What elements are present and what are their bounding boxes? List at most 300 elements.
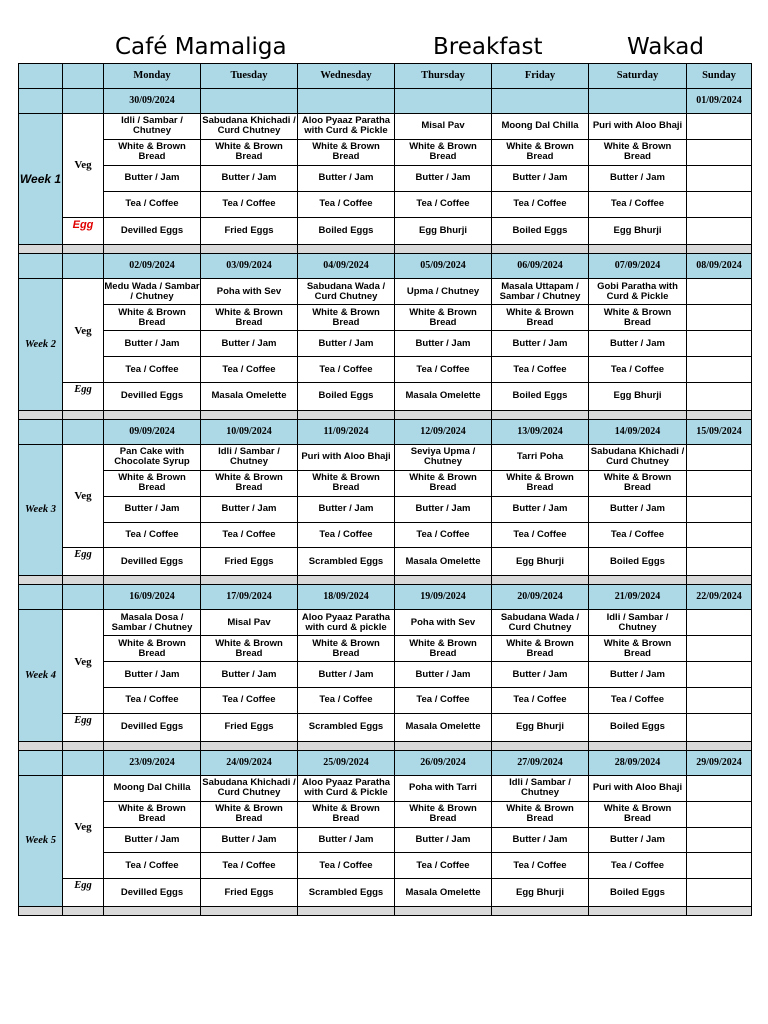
- menu-item-cell: Masala Omelette: [395, 548, 492, 576]
- menu-row: [19, 444, 752, 470]
- menu-item-cell: Butter / Jam: [395, 165, 492, 191]
- egg-label: Egg: [63, 548, 104, 576]
- menu-item-cell: Scrambled Eggs: [298, 713, 395, 741]
- week-separator: [19, 245, 752, 254]
- date-row-week-cell: [19, 585, 63, 610]
- date-cell: 06/09/2024: [492, 254, 589, 279]
- menu-row: [19, 636, 752, 662]
- menu-item-cell: Egg Bhurji: [589, 383, 687, 411]
- menu-item-cell: Butter / Jam: [201, 827, 298, 853]
- menu-item-cell: Butter / Jam: [104, 496, 201, 522]
- menu-item-cell: Idli / Sambar / Chutney: [492, 775, 589, 801]
- date-row-category-cell: [63, 585, 104, 610]
- menu-item-cell: Idli / Sambar / Chutney: [589, 610, 687, 636]
- menu-item-cell: Butter / Jam: [201, 496, 298, 522]
- menu-item-cell: White & Brown Bread: [201, 139, 298, 165]
- day-header-row: [19, 64, 752, 89]
- menu-row: [19, 610, 752, 636]
- menu-item-cell: White & Brown Bread: [298, 305, 395, 331]
- date-cell: 28/09/2024: [589, 750, 687, 775]
- date-cell: 19/09/2024: [395, 585, 492, 610]
- menu-item-cell: Tea / Coffee: [298, 688, 395, 714]
- menu-item-cell: Butter / Jam: [492, 165, 589, 191]
- menu-row: [19, 775, 752, 801]
- menu-item-cell: Boiled Eggs: [298, 217, 395, 245]
- menu-item-cell: Puri with Aloo Bhaji: [298, 444, 395, 470]
- date-cell: 18/09/2024: [298, 585, 395, 610]
- menu-row: [19, 383, 752, 411]
- menu-item-cell: White & Brown Bread: [589, 305, 687, 331]
- menu-item-cell: [687, 801, 752, 827]
- menu-item-cell: Butter / Jam: [589, 165, 687, 191]
- date-cell: 26/09/2024: [395, 750, 492, 775]
- menu-item-cell: Butter / Jam: [298, 827, 395, 853]
- menu-item-cell: [687, 444, 752, 470]
- separator-cell: [298, 741, 395, 750]
- menu-item-cell: White & Brown Bread: [298, 801, 395, 827]
- date-cell: 12/09/2024: [395, 419, 492, 444]
- date-cell: 21/09/2024: [589, 585, 687, 610]
- menu-item-cell: Masala Uttapam / Sambar / Chutney: [492, 279, 589, 305]
- date-cell: 22/09/2024: [687, 585, 752, 610]
- week-label: Week 2: [19, 279, 63, 410]
- menu-item-cell: Devilled Eggs: [104, 383, 201, 411]
- menu-row: [19, 688, 752, 714]
- menu-item-cell: White & Brown Bread: [589, 801, 687, 827]
- menu-item-cell: Medu Wada / Sambar / Chutney: [104, 279, 201, 305]
- menu-item-cell: White & Brown Bread: [104, 801, 201, 827]
- menu-item-cell: White & Brown Bread: [395, 636, 492, 662]
- separator-cell: [19, 907, 63, 916]
- menu-row: [19, 331, 752, 357]
- menu-item-cell: Tarri Poha: [492, 444, 589, 470]
- menu-item-cell: Seviya Upma / Chutney: [395, 444, 492, 470]
- menu-item-cell: Gobi Paratha with Curd & Pickle: [589, 279, 687, 305]
- separator-cell: [492, 907, 589, 916]
- separator-cell: [63, 410, 104, 419]
- menu-item-cell: White & Brown Bread: [492, 139, 589, 165]
- menu-item-cell: Egg Bhurji: [395, 217, 492, 245]
- week-separator: [19, 741, 752, 750]
- menu-item-cell: Aloo Pyaaz Paratha with Curd & Pickle: [298, 775, 395, 801]
- menu-item-cell: Fried Eggs: [201, 713, 298, 741]
- date-cell: 02/09/2024: [104, 254, 201, 279]
- date-cell: 11/09/2024: [298, 419, 395, 444]
- menu-row: [19, 827, 752, 853]
- egg-label: Egg: [63, 879, 104, 907]
- separator-cell: [395, 245, 492, 254]
- date-row-week-cell: [19, 750, 63, 775]
- separator-cell: [201, 741, 298, 750]
- separator-cell: [492, 410, 589, 419]
- separator-cell: [395, 907, 492, 916]
- separator-cell: [104, 741, 201, 750]
- menu-row: [19, 662, 752, 688]
- menu-item-cell: Tea / Coffee: [201, 688, 298, 714]
- menu-item-cell: White & Brown Bread: [104, 305, 201, 331]
- menu-item-cell: Tea / Coffee: [298, 853, 395, 879]
- menu-item-cell: Butter / Jam: [492, 827, 589, 853]
- separator-cell: [201, 410, 298, 419]
- separator-cell: [492, 576, 589, 585]
- menu-item-cell: Butter / Jam: [104, 165, 201, 191]
- separator-cell: [201, 576, 298, 585]
- menu-item-cell: Sabudana Khichadi / Curd Chutney: [201, 775, 298, 801]
- date-cell: 09/09/2024: [104, 419, 201, 444]
- menu-item-cell: Butter / Jam: [589, 496, 687, 522]
- separator-cell: [395, 741, 492, 750]
- menu-item-cell: Butter / Jam: [589, 827, 687, 853]
- menu-item-cell: Butter / Jam: [104, 331, 201, 357]
- menu-item-cell: [687, 827, 752, 853]
- menu-item-cell: Tea / Coffee: [298, 191, 395, 217]
- menu-item-cell: White & Brown Bread: [201, 801, 298, 827]
- date-cell: 10/09/2024: [201, 419, 298, 444]
- menu-item-cell: White & Brown Bread: [589, 470, 687, 496]
- date-row: [19, 89, 752, 114]
- menu-item-cell: [687, 305, 752, 331]
- menu-row: [19, 548, 752, 576]
- date-cell: 13/09/2024: [492, 419, 589, 444]
- menu-item-cell: White & Brown Bread: [492, 636, 589, 662]
- week-label: Week 4: [19, 610, 63, 741]
- separator-cell: [19, 410, 63, 419]
- separator-cell: [492, 741, 589, 750]
- date-row-week-cell: [19, 419, 63, 444]
- separator-cell: [104, 410, 201, 419]
- menu-item-cell: Tea / Coffee: [395, 853, 492, 879]
- date-cell: [201, 89, 298, 114]
- separator-cell: [298, 245, 395, 254]
- menu-item-cell: Sabudana Khichadi / Curd Chutney: [201, 114, 298, 140]
- menu-item-cell: Poha with Tarri: [395, 775, 492, 801]
- separator-cell: [687, 907, 752, 916]
- separator-cell: [589, 410, 687, 419]
- date-row: [19, 419, 752, 444]
- menu-item-cell: Butter / Jam: [395, 331, 492, 357]
- menu-item-cell: White & Brown Bread: [395, 305, 492, 331]
- header-category-cell: [63, 64, 104, 89]
- date-cell: 20/09/2024: [492, 585, 589, 610]
- menu-item-cell: Puri with Aloo Bhaji: [589, 114, 687, 140]
- egg-label: Egg: [63, 217, 104, 245]
- menu-item-cell: Butter / Jam: [492, 662, 589, 688]
- date-row-category-cell: [63, 750, 104, 775]
- menu-item-cell: Butter / Jam: [104, 662, 201, 688]
- menu-item-cell: White & Brown Bread: [492, 470, 589, 496]
- menu-item-cell: Aloo Pyaaz Paratha with curd & pickle: [298, 610, 395, 636]
- menu-item-cell: [687, 713, 752, 741]
- date-cell: 25/09/2024: [298, 750, 395, 775]
- menu-item-cell: [687, 496, 752, 522]
- day-header: Saturday: [589, 64, 687, 89]
- menu-item-cell: Misal Pav: [201, 610, 298, 636]
- date-row-category-cell: [63, 254, 104, 279]
- separator-cell: [687, 410, 752, 419]
- separator-cell: [104, 907, 201, 916]
- menu-item-cell: Butter / Jam: [298, 331, 395, 357]
- menu-item-cell: Boiled Eggs: [589, 713, 687, 741]
- separator-cell: [687, 245, 752, 254]
- menu-item-cell: Masala Omelette: [395, 383, 492, 411]
- menu-row: [19, 217, 752, 245]
- menu-item-cell: Butter / Jam: [395, 662, 492, 688]
- menu-item-cell: Tea / Coffee: [492, 357, 589, 383]
- menu-row: [19, 853, 752, 879]
- menu-item-cell: Egg Bhurji: [492, 713, 589, 741]
- separator-cell: [589, 741, 687, 750]
- menu-item-cell: Idli / Sambar / Chutney: [201, 444, 298, 470]
- menu-item-cell: Tea / Coffee: [395, 357, 492, 383]
- week-separator: [19, 907, 752, 916]
- menu-row: [19, 801, 752, 827]
- date-cell: [589, 89, 687, 114]
- menu-row: [19, 470, 752, 496]
- week-label: Week 3: [19, 444, 63, 575]
- menu-item-cell: Tea / Coffee: [104, 853, 201, 879]
- day-header: Monday: [104, 64, 201, 89]
- menu-item-cell: Tea / Coffee: [201, 357, 298, 383]
- meal-name: Breakfast: [433, 34, 543, 60]
- date-cell: 27/09/2024: [492, 750, 589, 775]
- separator-cell: [63, 741, 104, 750]
- menu-row: [19, 191, 752, 217]
- menu-item-cell: Fried Eggs: [201, 879, 298, 907]
- menu-item-cell: White & Brown Bread: [395, 470, 492, 496]
- menu-item-cell: Devilled Eggs: [104, 713, 201, 741]
- veg-label: Veg: [63, 775, 104, 879]
- menu-item-cell: Poha with Sev: [395, 610, 492, 636]
- menu-item-cell: White & Brown Bread: [104, 636, 201, 662]
- menu-table: [18, 63, 752, 916]
- menu-item-cell: Poha with Sev: [201, 279, 298, 305]
- menu-item-cell: Tea / Coffee: [201, 191, 298, 217]
- menu-row: [19, 279, 752, 305]
- menu-row: [19, 305, 752, 331]
- separator-cell: [395, 410, 492, 419]
- separator-cell: [589, 907, 687, 916]
- menu-item-cell: Idli / Sambar / Chutney: [104, 114, 201, 140]
- page-header: [0, 34, 768, 64]
- date-cell: 17/09/2024: [201, 585, 298, 610]
- menu-item-cell: [687, 279, 752, 305]
- menu-item-cell: Fried Eggs: [201, 548, 298, 576]
- menu-item-cell: [687, 610, 752, 636]
- menu-item-cell: Tea / Coffee: [395, 688, 492, 714]
- menu-item-cell: [687, 662, 752, 688]
- date-row-week-cell: [19, 254, 63, 279]
- menu-item-cell: Tea / Coffee: [201, 853, 298, 879]
- menu-row: [19, 496, 752, 522]
- menu-item-cell: Tea / Coffee: [298, 522, 395, 548]
- menu-item-cell: Butter / Jam: [201, 331, 298, 357]
- menu-item-cell: Tea / Coffee: [104, 522, 201, 548]
- menu-item-cell: [687, 165, 752, 191]
- menu-item-cell: White & Brown Bread: [104, 470, 201, 496]
- menu-item-cell: [687, 470, 752, 496]
- menu-item-cell: Tea / Coffee: [589, 191, 687, 217]
- header-week-cell: [19, 64, 63, 89]
- menu-item-cell: Tea / Coffee: [589, 688, 687, 714]
- menu-item-cell: Tea / Coffee: [298, 357, 395, 383]
- menu-item-cell: White & Brown Bread: [298, 139, 395, 165]
- menu-item-cell: Tea / Coffee: [589, 522, 687, 548]
- menu-row: [19, 165, 752, 191]
- separator-cell: [589, 576, 687, 585]
- menu-item-cell: Pan Cake with Chocolate Syrup: [104, 444, 201, 470]
- date-cell: [492, 89, 589, 114]
- date-row: [19, 254, 752, 279]
- date-cell: [395, 89, 492, 114]
- separator-cell: [492, 245, 589, 254]
- day-header: Sunday: [687, 64, 752, 89]
- menu-item-cell: [687, 548, 752, 576]
- week-separator: [19, 576, 752, 585]
- menu-item-cell: Boiled Eggs: [492, 217, 589, 245]
- menu-item-cell: Upma / Chutney: [395, 279, 492, 305]
- separator-cell: [201, 907, 298, 916]
- menu-item-cell: Fried Eggs: [201, 217, 298, 245]
- menu-item-cell: Tea / Coffee: [492, 522, 589, 548]
- menu-item-cell: Butter / Jam: [395, 827, 492, 853]
- veg-label: Veg: [63, 444, 104, 548]
- menu-item-cell: Boiled Eggs: [589, 548, 687, 576]
- cafe-name: Café Mamaliga: [115, 34, 287, 60]
- menu-item-cell: Devilled Eggs: [104, 548, 201, 576]
- menu-row: [19, 139, 752, 165]
- menu-item-cell: Butter / Jam: [104, 827, 201, 853]
- menu-item-cell: Tea / Coffee: [492, 688, 589, 714]
- separator-cell: [19, 741, 63, 750]
- menu-item-cell: [687, 114, 752, 140]
- date-cell: [298, 89, 395, 114]
- egg-label: Egg: [63, 713, 104, 741]
- separator-cell: [63, 576, 104, 585]
- menu-item-cell: Boiled Eggs: [589, 879, 687, 907]
- date-cell: 07/09/2024: [589, 254, 687, 279]
- menu-item-cell: Boiled Eggs: [298, 383, 395, 411]
- menu-item-cell: Tea / Coffee: [104, 191, 201, 217]
- menu-item-cell: Tea / Coffee: [492, 853, 589, 879]
- menu-item-cell: White & Brown Bread: [492, 305, 589, 331]
- day-header: Thursday: [395, 64, 492, 89]
- week-label: Week 5: [19, 775, 63, 906]
- menu-item-cell: Egg Bhurji: [492, 879, 589, 907]
- menu-item-cell: Butter / Jam: [201, 165, 298, 191]
- date-row-category-cell: [63, 419, 104, 444]
- menu-item-cell: Butter / Jam: [298, 165, 395, 191]
- veg-label: Veg: [63, 279, 104, 383]
- menu-item-cell: Egg Bhurji: [589, 217, 687, 245]
- separator-cell: [687, 741, 752, 750]
- menu-item-cell: White & Brown Bread: [201, 636, 298, 662]
- separator-cell: [19, 576, 63, 585]
- menu-item-cell: Aloo Pyaaz Paratha with Curd & Pickle: [298, 114, 395, 140]
- menu-item-cell: White & Brown Bread: [201, 470, 298, 496]
- date-row-week-cell: [19, 89, 63, 114]
- menu-item-cell: Moong Dal Chilla: [492, 114, 589, 140]
- menu-row: [19, 713, 752, 741]
- menu-item-cell: Butter / Jam: [298, 662, 395, 688]
- date-cell: 29/09/2024: [687, 750, 752, 775]
- separator-cell: [298, 410, 395, 419]
- menu-item-cell: [687, 853, 752, 879]
- menu-item-cell: [687, 331, 752, 357]
- menu-item-cell: Tea / Coffee: [395, 522, 492, 548]
- menu-item-cell: Butter / Jam: [395, 496, 492, 522]
- egg-label: Egg: [63, 383, 104, 411]
- date-row: [19, 585, 752, 610]
- menu-item-cell: [687, 357, 752, 383]
- menu-item-cell: White & Brown Bread: [589, 636, 687, 662]
- menu-row: [19, 879, 752, 907]
- menu-item-cell: Masala Omelette: [395, 713, 492, 741]
- menu-item-cell: [687, 383, 752, 411]
- veg-label: Veg: [63, 610, 104, 714]
- date-cell: 14/09/2024: [589, 419, 687, 444]
- menu-item-cell: Masala Dosa / Sambar / Chutney: [104, 610, 201, 636]
- menu-item-cell: Tea / Coffee: [395, 191, 492, 217]
- date-cell: 04/09/2024: [298, 254, 395, 279]
- separator-cell: [395, 576, 492, 585]
- menu-item-cell: Masala Omelette: [201, 383, 298, 411]
- menu-item-cell: White & Brown Bread: [492, 801, 589, 827]
- menu-item-cell: [687, 775, 752, 801]
- date-cell: 30/09/2024: [104, 89, 201, 114]
- separator-cell: [589, 245, 687, 254]
- menu-item-cell: Butter / Jam: [492, 496, 589, 522]
- separator-cell: [63, 907, 104, 916]
- menu-item-cell: Tea / Coffee: [201, 522, 298, 548]
- menu-item-cell: Devilled Eggs: [104, 879, 201, 907]
- separator-cell: [104, 245, 201, 254]
- menu-item-cell: Butter / Jam: [298, 496, 395, 522]
- date-cell: 03/09/2024: [201, 254, 298, 279]
- menu-item-cell: Tea / Coffee: [589, 853, 687, 879]
- menu-item-cell: White & Brown Bread: [298, 636, 395, 662]
- date-cell: 23/09/2024: [104, 750, 201, 775]
- day-header: Wednesday: [298, 64, 395, 89]
- week-label: Week 1: [19, 114, 63, 245]
- menu-row: [19, 114, 752, 140]
- menu-item-cell: Tea / Coffee: [492, 191, 589, 217]
- date-row: [19, 750, 752, 775]
- separator-cell: [298, 907, 395, 916]
- day-header: Friday: [492, 64, 589, 89]
- date-row-category-cell: [63, 89, 104, 114]
- date-cell: 01/09/2024: [687, 89, 752, 114]
- menu-item-cell: Sabudana Wada / Curd Chutney: [298, 279, 395, 305]
- menu-item-cell: White & Brown Bread: [395, 139, 492, 165]
- menu-item-cell: Butter / Jam: [589, 662, 687, 688]
- menu-item-cell: [687, 636, 752, 662]
- menu-item-cell: [687, 191, 752, 217]
- date-cell: 15/09/2024: [687, 419, 752, 444]
- separator-cell: [201, 245, 298, 254]
- menu-item-cell: Boiled Eggs: [492, 383, 589, 411]
- menu-item-cell: [687, 688, 752, 714]
- menu-item-cell: Misal Pav: [395, 114, 492, 140]
- date-cell: 16/09/2024: [104, 585, 201, 610]
- date-cell: 05/09/2024: [395, 254, 492, 279]
- separator-cell: [104, 576, 201, 585]
- menu-item-cell: White & Brown Bread: [395, 801, 492, 827]
- menu-item-cell: Butter / Jam: [589, 331, 687, 357]
- menu-item-cell: [687, 879, 752, 907]
- day-header: Tuesday: [201, 64, 298, 89]
- menu-item-cell: Sabudana Khichadi / Curd Chutney: [589, 444, 687, 470]
- menu-item-cell: Scrambled Eggs: [298, 879, 395, 907]
